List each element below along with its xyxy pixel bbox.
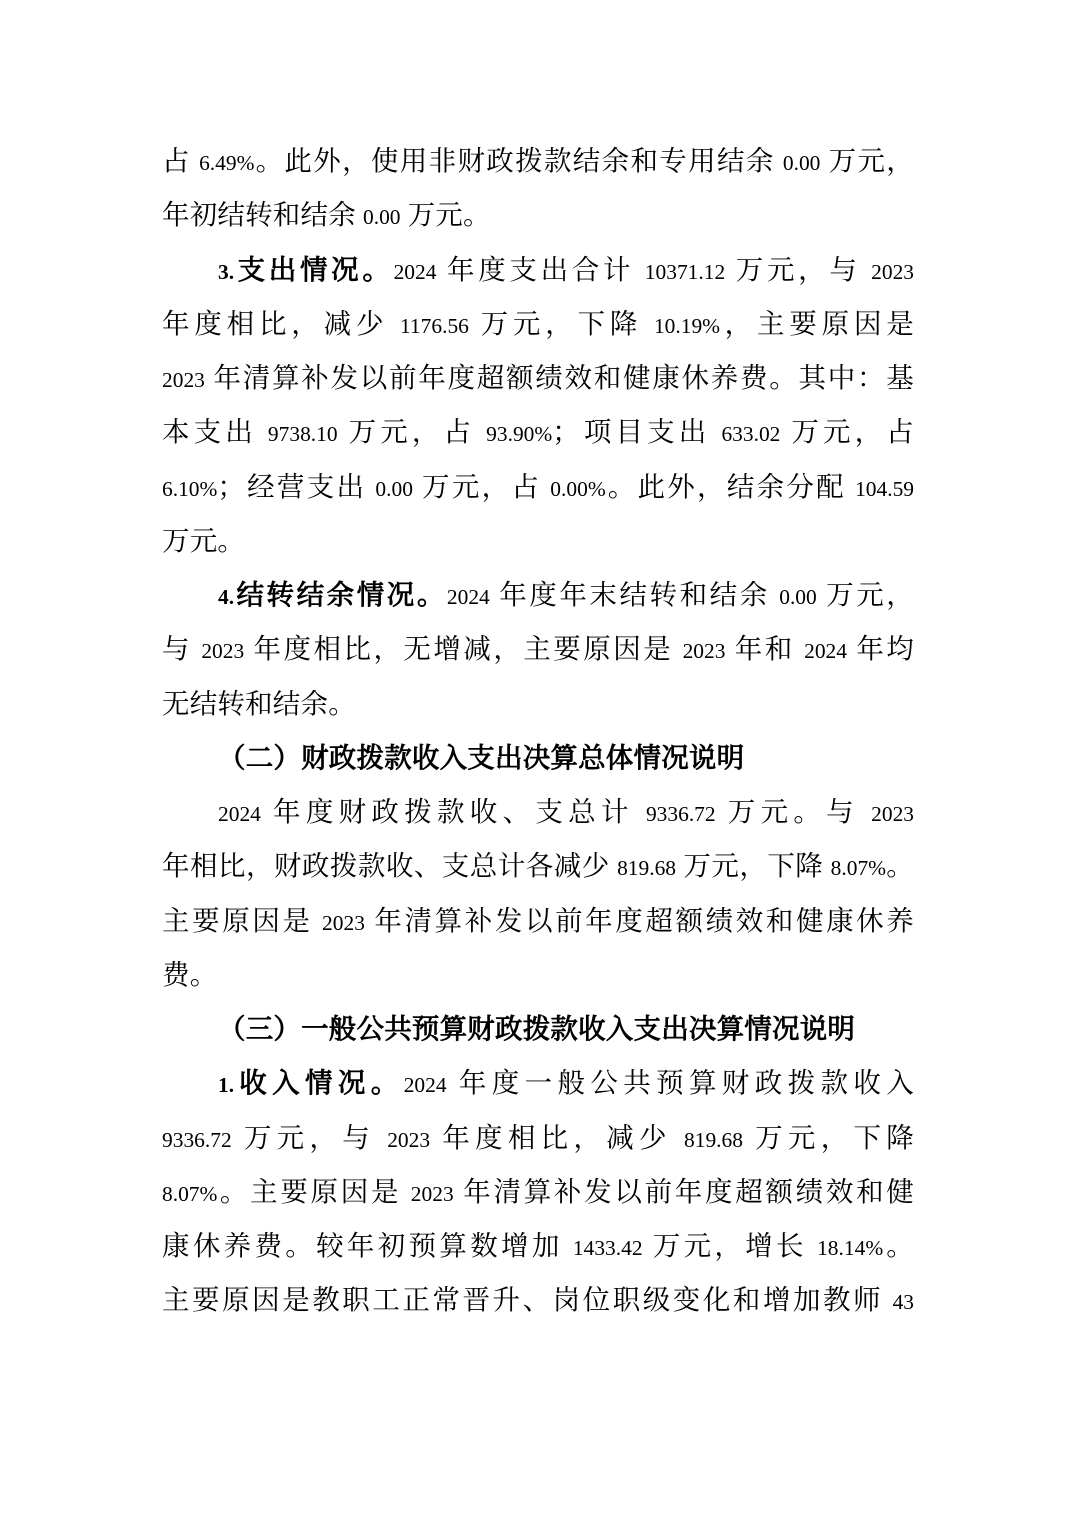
text-line: [162, 351, 914, 405]
section-heading-3: [162, 1002, 914, 1056]
text-line: [162, 894, 914, 948]
heading-text: （三）一般公共预算财政拨款收入支出决算情况说明: [218, 1013, 856, 1044]
line-text: 年初结转和结余 0.00 万元。: [162, 199, 491, 231]
line-text: 2023 年清算补发以前年度超额绩效和健康休养费。其中：基: [162, 362, 914, 393]
line-text: 康休养费。较年初预算数增加 1433.42 万元，增长 18.14%。: [162, 1230, 914, 1261]
line-text: 2024 年度支出合计 10371.12 万元，与 2023: [393, 253, 915, 285]
line-text: 6.10%；经营支出 0.00 万元，占 0.00%。此外，结余分配 104.59: [162, 470, 915, 502]
line-text: 8.07%。主要原因是 2023 年清算补发以前年度超额绩效和健: [162, 1175, 915, 1207]
text-line: [162, 188, 914, 242]
text-line: [162, 839, 914, 893]
heading-text: （二）财政拨款收入支出决算总体情况说明: [218, 741, 745, 773]
line-text: 年相比，财政拨款收、支总计各减少 819.68 万元，下降 8.07%。: [162, 850, 914, 882]
text-line: [162, 1111, 914, 1165]
text-line: [162, 677, 914, 731]
line-text: 2024 年度一般公共预算财政拨款收入: [403, 1067, 915, 1099]
text-line: [162, 297, 914, 351]
document-body: [162, 134, 914, 1328]
text-line: [162, 622, 914, 676]
line-text: 万元。: [162, 524, 246, 556]
line-text: 2024 年度财政拨款收、支总计 9336.72 万元。与 2023: [218, 796, 914, 827]
text-line: [162, 1273, 914, 1327]
line-text: 年度相比，减少 1176.56 万元，下降 10.19%，主要原因是: [162, 307, 914, 339]
paragraph-label: 3.支出情况。: [218, 253, 394, 285]
paragraph-label: 1.收入情况。: [218, 1067, 404, 1099]
line-text: 主要原因是 2023 年清算补发以前年度超额绩效和健康休养: [162, 904, 914, 936]
text-line: [162, 568, 914, 622]
text-line: [162, 785, 914, 839]
line-text: 占 6.49%。此外，使用非财政拨款结余和专用结余 0.00 万元，: [162, 145, 914, 176]
text-line: [162, 948, 914, 1002]
line-text: 主要原因是教职工正常晋升、岗位职级变化和增加教师 43: [162, 1284, 914, 1316]
text-line: [162, 460, 914, 514]
text-line: [162, 134, 914, 188]
line-text: 与 2023 年度相比，无增减，主要原因是 2023 年和 2024 年均: [162, 633, 914, 665]
line-text: 2024 年度年末结转和结余 0.00 万元，: [446, 579, 914, 610]
line-text: 本支出 9738.10 万元，占 93.90%；项目支出 633.02 万元，占: [162, 416, 915, 448]
line-text: 无结转和结余。: [162, 687, 356, 719]
text-line: [162, 1056, 914, 1110]
text-line: [162, 243, 914, 297]
text-line: [162, 514, 914, 568]
line-text: 费。: [162, 958, 218, 990]
text-line: [162, 405, 914, 459]
text-line: [162, 1165, 914, 1219]
section-heading-2: [162, 731, 914, 785]
line-text: 9336.72 万元，与 2023 年度相比，减少 819.68 万元，下降: [162, 1121, 915, 1153]
paragraph-label: 4.结转结余情况。: [218, 579, 447, 610]
text-line: [162, 1219, 914, 1273]
